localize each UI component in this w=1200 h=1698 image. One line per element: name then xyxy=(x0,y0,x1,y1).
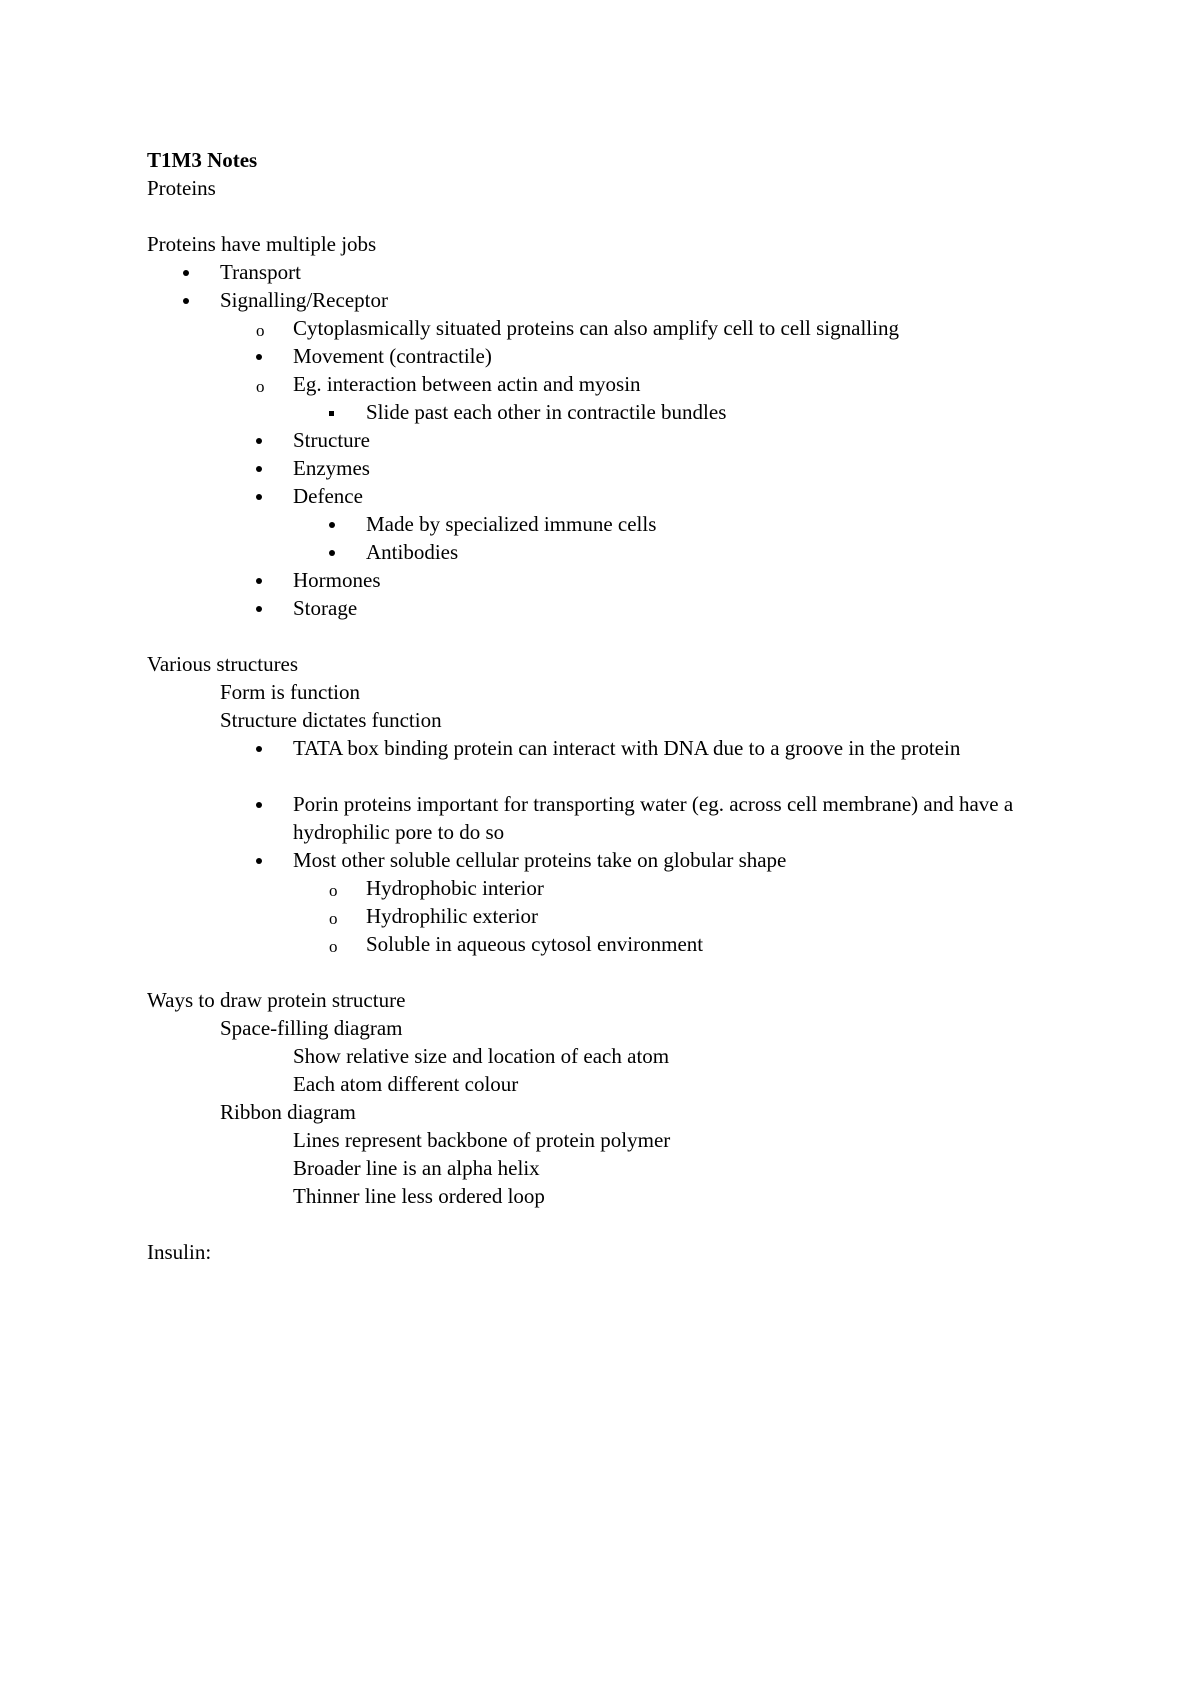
list-item: Porin proteins important for transporting water (eg. across cell membrane) and have a hydrophilic pore to do so xyxy=(147,790,1087,846)
section-heading-insulin: Insulin: xyxy=(147,1240,212,1264)
text-line: Each atom different colour xyxy=(293,1072,519,1096)
bullet-dot-icon xyxy=(256,846,276,874)
list-item: Storage xyxy=(147,594,1087,622)
list-item: Made by specialized immune cells xyxy=(147,510,1087,538)
list-item: TATA box binding protein can interact with DNA due to a groove in the protein xyxy=(147,734,1087,790)
section-heading-structures: Various structures xyxy=(147,652,299,676)
list-item: Structure xyxy=(147,426,1087,454)
list-item: Enzymes xyxy=(147,454,1087,482)
section-heading-drawing: Ways to draw protein structure xyxy=(147,988,406,1012)
bullet-dot-icon xyxy=(256,454,276,482)
bullet-dot-icon xyxy=(256,342,276,370)
text-line: Ribbon diagram xyxy=(220,1100,356,1124)
text-line: Lines represent backbone of protein polymer xyxy=(293,1128,671,1152)
list-item: o Hydrophilic exterior xyxy=(147,902,1087,930)
list-item: Slide past each other in contractile bundles xyxy=(147,398,1087,426)
list-item: Hormones xyxy=(147,566,1087,594)
bullet-dot-icon xyxy=(256,426,276,454)
list-item: Defence xyxy=(147,482,1087,510)
list-item: Transport xyxy=(147,258,1087,286)
blank-line xyxy=(147,1210,1087,1238)
bullet-square-icon xyxy=(329,398,349,426)
bullet-dot-icon xyxy=(256,734,276,762)
bullet-dot-icon xyxy=(183,258,203,286)
document-body xyxy=(147,146,1087,1266)
list-item: Most other soluble cellular proteins take on globular shape xyxy=(147,846,1087,874)
bullet-circle-icon: o xyxy=(329,909,338,928)
list-item: Signalling/Receptor xyxy=(147,286,1087,314)
text-line: Show relative size and location of each atom xyxy=(293,1044,670,1068)
text-line: Thinner line less ordered loop xyxy=(293,1184,545,1208)
bullet-circle-icon: o xyxy=(329,881,338,900)
bullet-circle-icon: o xyxy=(256,321,265,340)
blank-line xyxy=(147,202,1087,230)
list-item: o Soluble in aqueous cytosol environment xyxy=(147,930,1087,958)
document-title: T1M3 Notes xyxy=(147,148,258,172)
bullet-circle-icon: o xyxy=(329,937,338,956)
list-item: Antibodies xyxy=(147,538,1087,566)
bullet-dot-icon xyxy=(256,594,276,622)
list-item: o Cytoplasmically situated proteins can also amplify cell to cell signalling xyxy=(147,314,1087,342)
blank-line xyxy=(147,622,1087,650)
text-line: Broader line is an alpha helix xyxy=(293,1156,540,1180)
list-item: o Eg. interaction between actin and myosin xyxy=(147,370,1087,398)
text-line: Structure dictates function xyxy=(220,708,442,732)
bullet-circle-icon: o xyxy=(256,377,265,396)
bullet-dot-icon xyxy=(183,286,203,314)
bullet-dot-icon xyxy=(329,510,349,538)
bullet-dot-icon xyxy=(256,482,276,510)
text-line: Space-filling diagram xyxy=(220,1016,403,1040)
list-item: Movement (contractile) xyxy=(147,342,1087,370)
bullet-dot-icon xyxy=(256,790,276,818)
bullet-dot-icon xyxy=(329,538,349,566)
bullet-dot-icon xyxy=(256,566,276,594)
section-heading-jobs: Proteins have multiple jobs xyxy=(147,232,377,256)
list-item: o Hydrophobic interior xyxy=(147,874,1087,902)
blank-line xyxy=(147,958,1087,986)
text-line: Form is function xyxy=(220,680,360,704)
document-subtitle: Proteins xyxy=(147,176,216,200)
